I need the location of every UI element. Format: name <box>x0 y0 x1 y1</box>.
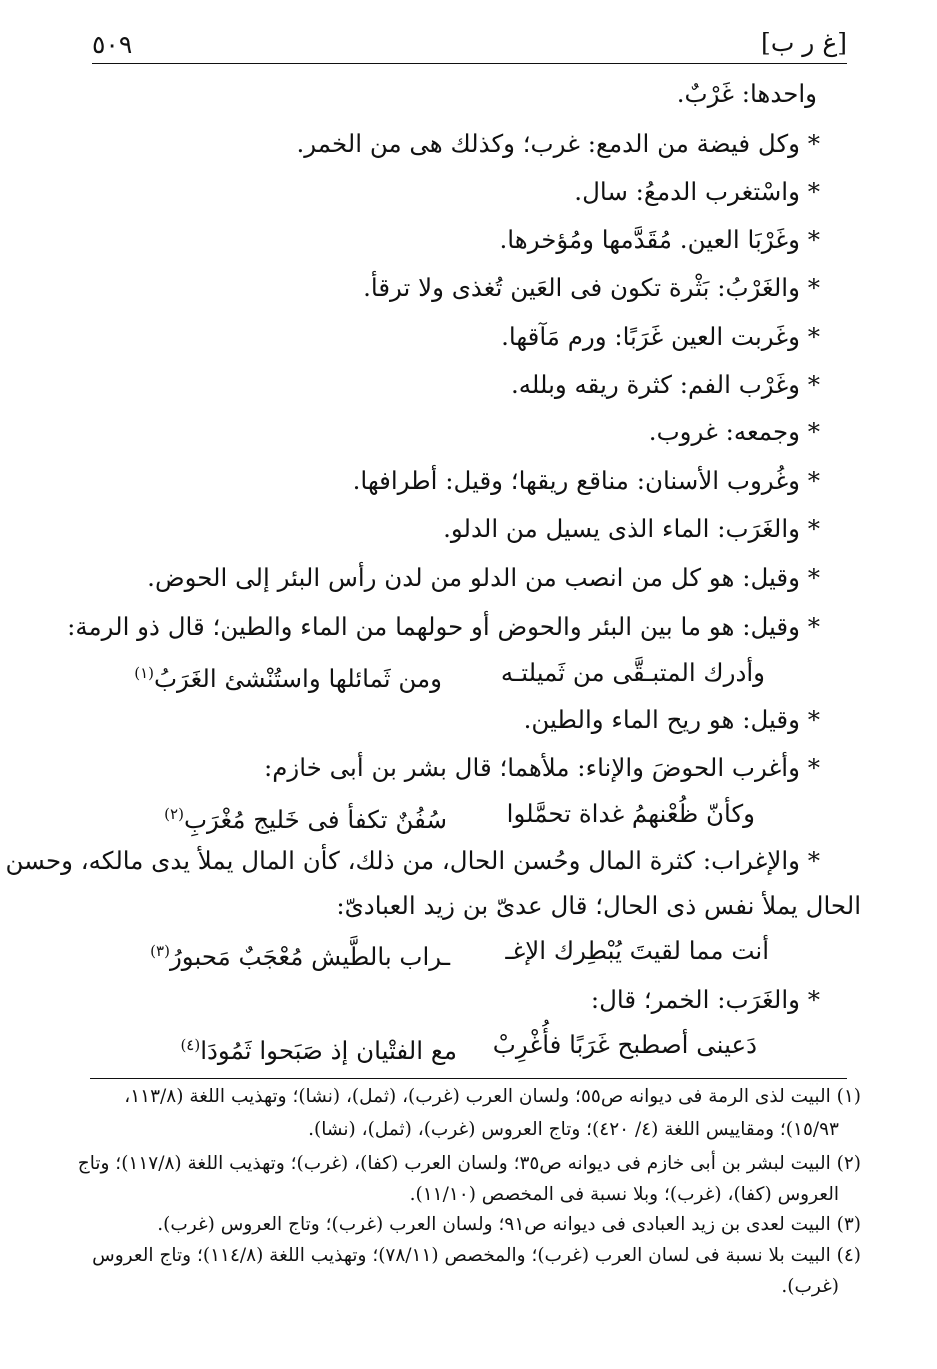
text-line: الحال يملأ نفس ذى الحال؛ قال عدىّ بن زيد العبادىّ: <box>336 891 861 920</box>
text-line: * والإغراب: كثرة المال وحُسن الحال، من ذلك، كأن المال يملأ يدى مالكه، وحسن <box>5 846 820 875</box>
verse-second-hemistich <box>180 1029 457 1067</box>
verse-second-hemistich <box>134 657 442 695</box>
text-line: * وكل فيضة من الدمع: غرب؛ وكذلك هى من الخمر. <box>296 129 820 158</box>
text-line: * وغَرْبَا العين. مُقَدَّمها ومُؤخرها. <box>499 225 820 254</box>
verse-first-hemistich: دَعينى أصطبح غَرَبًا فأُغْرِبْ <box>492 1030 757 1059</box>
footnote-marker: (٣) <box>150 942 170 960</box>
footnote-marker: (٢) <box>164 805 184 823</box>
text-line: * وأغرب الحوضَ والإناء: ملأهما؛ قال بشر بن أبى خازم: <box>263 753 820 782</box>
footnote-marker: (١) <box>134 664 154 682</box>
text-line: * وغَرْب الفم: كثرة ريقه وبلله. <box>510 370 820 399</box>
text-line: * والغَرَب: الماء الذى يسيل من الدلو. <box>443 514 820 543</box>
footnote: (٤) البيت بلا نسبة فى لسان العرب (غرب)؛ والمخصص (٧٨/١١)؛ وتهذيب اللغة (١١٤/٨)؛ وتاج العروس <box>92 1245 861 1266</box>
verse-text: ـراب بالطَّيش مُعْجَبٌ مَحبورُ <box>169 942 450 972</box>
footnote: العروس (كفا)، (غرب)؛ وبلا نسبة فى المخصص (١١/١٠). <box>409 1184 839 1205</box>
verse-second-hemistich <box>150 935 450 973</box>
footnote: (غرب). <box>781 1276 839 1297</box>
text-line: * والغَرْبُ: بَثْرة تكون فى العَين تُغذى ولا ترقأ. <box>363 273 820 302</box>
page-number: ٥٠٩ <box>92 30 133 59</box>
text-line: * وغُروب الأسنان: مناقع ريقها؛ وقيل: أطرافها. <box>352 466 820 495</box>
verse-first-hemistich: وأدرك المتبـقَّى من ثَميلتـه <box>500 658 765 687</box>
verse-text: مع الفتْيان إذ صَبَحوا ثَمُودَا <box>200 1036 457 1066</box>
verse-text: ومن ثَمائلها واستُنْشئ الغَرَبُ <box>153 664 442 694</box>
footnote: (١) البيت لذى الرمة فى ديوانه ص٥٥؛ ولسان العرب (غرب)، (ثمل)، (نشا)؛ وتهذيب اللغة (١١٣/٨، <box>124 1086 861 1107</box>
verse-text: سُفُنٌ تكفأ فى خَليج مُغْرَبِ <box>183 805 447 835</box>
footnote: ١٥/٩٣)؛ ومقاييس اللغة (٤/ ٤٢٠)؛ وتاج العروس (غرب)، (ثمل)، (نشا). <box>308 1119 839 1140</box>
text-line: * وقيل: هو ما بين البئر والحوض أو حولهما من الماء والطين؛ قال ذو الرمة: <box>67 612 820 641</box>
text-line: * واسْتغرب الدمعُ: سال. <box>574 177 820 206</box>
text-line: * وجمعه: غروب. <box>648 417 820 446</box>
verse-first-hemistich: وكأنّ ظُعْنهمُ غداة تحمَّلوا <box>506 799 755 828</box>
text-line: * وقيل: هو ريح الماء والطين. <box>523 705 820 734</box>
text-line: واحدها: غَرْبٌ. <box>676 79 817 108</box>
entry-root-header: [غ ر ب] <box>761 28 847 57</box>
verse-first-hemistich: أنت مما لقيتَ يُبْطِرك الإغـ <box>505 936 769 965</box>
header-rule <box>92 63 847 64</box>
footnote: (٢) البيت لبشر بن أبى خازم فى ديوانه ص٣٥؛ ولسان العرب (كفا)، (غرب)؛ وتهذيب اللغة (١١٧/٨)؛ وتاج <box>77 1153 861 1174</box>
text-line: * وقيل: هو كل من انصب من الدلو من لدن رأس البئر إلى الحوض. <box>147 563 820 592</box>
verse-second-hemistich <box>164 798 447 836</box>
footnote-rule <box>90 1078 847 1079</box>
footnote: (٣) البيت لعدى بن زيد العبادى فى ديوانه ص٩١؛ ولسان العرب (غرب)؛ وتاج العروس (غرب). <box>157 1214 861 1235</box>
text-line: * والغَرَب: الخمر؛ قال: <box>590 985 820 1014</box>
footnote-marker: (٤) <box>180 1036 201 1054</box>
text-line: * وغَربت العين غَرَبًا: ورم مَآقها. <box>501 322 820 351</box>
